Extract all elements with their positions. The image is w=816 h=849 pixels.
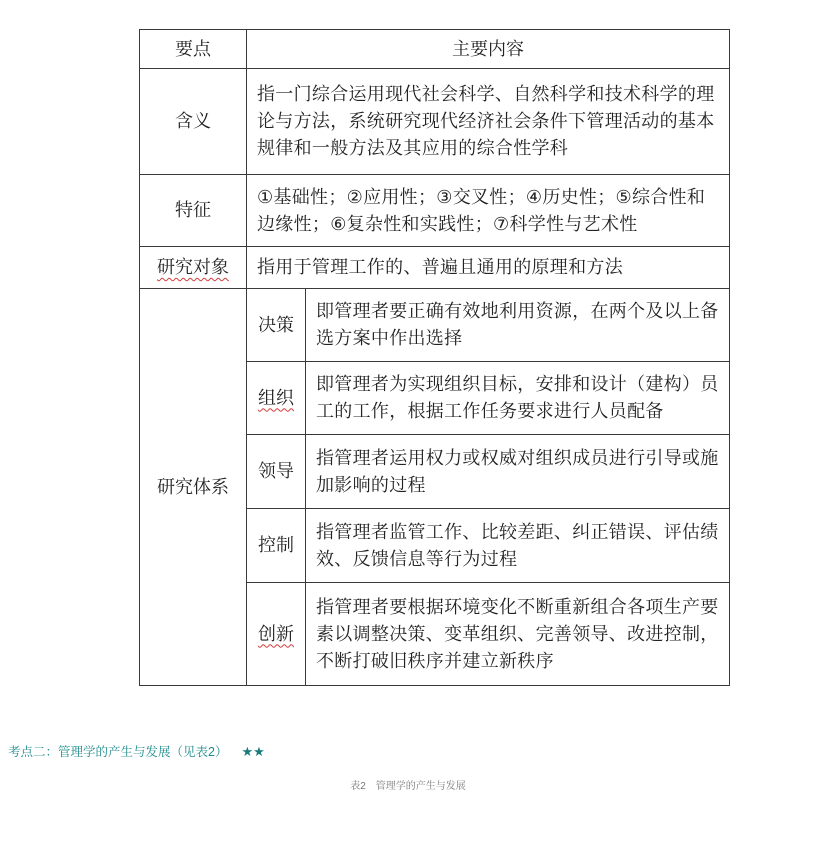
content-cell-object: 指用于管理工作的、普遍且通用的原理和方法	[247, 247, 730, 289]
key-cell-object	[140, 247, 247, 289]
content-cell-control: 指管理者监管工作、比较差距、纠正错误、评估绩效、反馈信息等行为过程	[306, 509, 730, 583]
content-cell-lead: 指管理者运用权力或权威对组织成员进行引导或施加影响的过程	[306, 435, 730, 509]
header-key-cell: 要点	[140, 30, 247, 69]
key-cell-features: 特征	[140, 175, 247, 247]
knowledge-table-container	[139, 29, 729, 686]
table-row-object	[140, 247, 730, 289]
table-caption: 表2 管理学的产生与发展	[350, 781, 466, 792]
content-cell-organize: 即管理者为实现组织目标，安排和设计（建构）员工的工作，根据工作任务要求进行人员配备	[306, 362, 730, 435]
table-row-meaning	[140, 69, 730, 175]
section-heading-text: 考点二：管理学的产生与发展（见表2）	[8, 745, 228, 759]
sub-label-organize: 组织	[258, 387, 294, 409]
content-cell-innovate: 指管理者要根据环境变化不断重新组合各项生产要素以调整决策、变革组织、完善领导、改进控制，不断打破旧秩序并建立新秩序	[306, 583, 730, 686]
sub-cell-decision: 决策	[247, 289, 306, 362]
header-content-cell: 主要内容	[247, 30, 730, 69]
content-cell-meaning: 指一门综合运用现代社会科学、自然科学和技术科学的理论与方法，系统研究现代经济社会条件下管理活动的基本规律和一般方法及其应用的综合性学科	[247, 69, 730, 175]
content-cell-features: ①基础性；②应用性；③交叉性；④历史性；⑤综合性和边缘性；⑥复杂性和实践性；⑦科学性与艺术性	[247, 175, 730, 247]
sub-cell-lead: 领导	[247, 435, 306, 509]
knowledge-table	[139, 29, 730, 686]
table-row-system-decision	[140, 289, 730, 362]
sub-cell-organize	[247, 362, 306, 435]
key-cell-system: 研究体系	[140, 289, 247, 686]
key-label-object: 研究对象	[157, 257, 229, 278]
key-cell-meaning: 含义	[140, 69, 247, 175]
sub-cell-control: 控制	[247, 509, 306, 583]
sub-cell-innovate	[247, 583, 306, 686]
sub-label-innovate: 创新	[258, 623, 294, 645]
section-heading	[8, 742, 265, 760]
table-header-row	[140, 30, 730, 69]
table-row-features	[140, 175, 730, 247]
content-cell-decision: 即管理者要正确有效地利用资源，在两个及以上备选方案中作出选择	[306, 289, 730, 362]
importance-stars: ★★	[241, 744, 265, 759]
